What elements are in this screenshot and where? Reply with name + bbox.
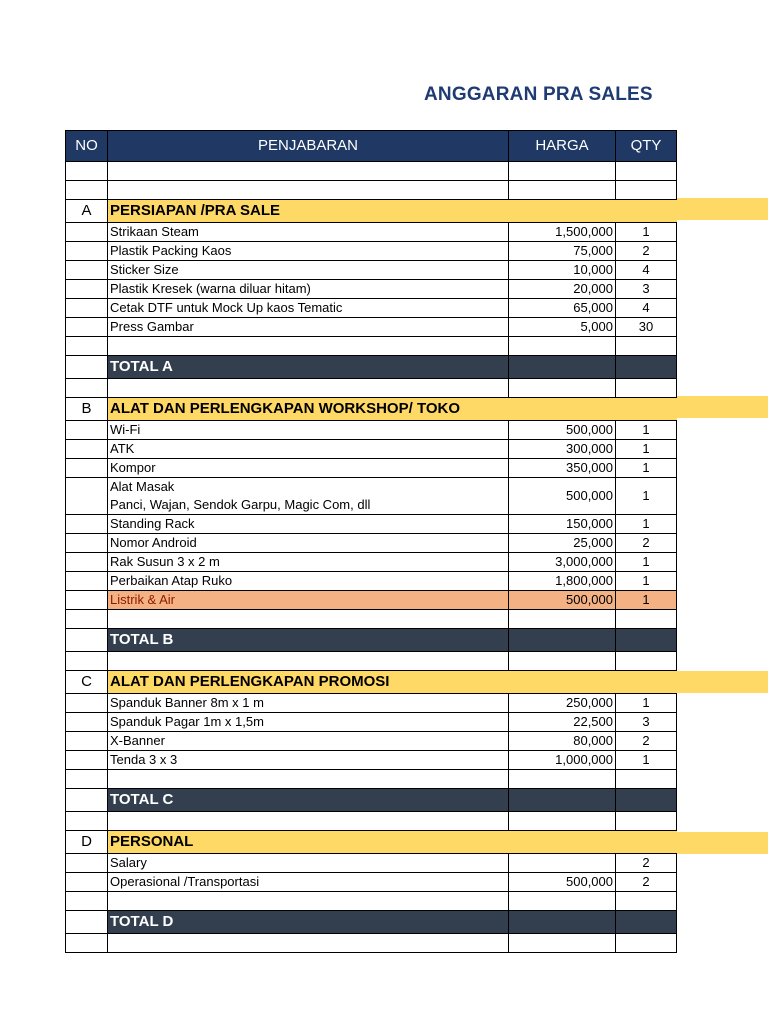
empty-row (66, 379, 677, 398)
table-row (66, 553, 677, 572)
item-harga: 300,000 (509, 440, 616, 459)
table-row (66, 421, 677, 440)
item-harga: 150,000 (509, 515, 616, 534)
item-harga: 20,000 (509, 280, 616, 299)
empty-row (66, 181, 677, 200)
item-desc: Operasional /Transportasi (108, 873, 509, 892)
item-harga: 25,000 (509, 534, 616, 553)
item-desc: Sticker Size (108, 261, 509, 280)
section-title: ALAT DAN PERLENGKAPAN WORKSHOP/ TOKO (108, 398, 509, 421)
item-qty: 2 (616, 242, 677, 261)
empty-row (66, 162, 677, 181)
table-row (66, 732, 677, 751)
table-row (66, 440, 677, 459)
item-harga: 1,500,000 (509, 223, 616, 242)
item-qty: 1 (616, 572, 677, 591)
total-label: TOTAL B (108, 629, 509, 652)
item-desc-line2: Panci, Wajan, Sendok Garpu, Magic Com, dll (110, 497, 371, 512)
item-desc: Nomor Android (108, 534, 509, 553)
section-letter: A (66, 200, 108, 223)
item-harga: 250,000 (509, 694, 616, 713)
item-qty: 1 (616, 751, 677, 770)
section-letter: B (66, 398, 108, 421)
table-row (66, 318, 677, 337)
section-band-d (676, 832, 768, 854)
item-harga: 75,000 (509, 242, 616, 261)
item-harga: 1,000,000 (509, 751, 616, 770)
item-qty: 1 (616, 440, 677, 459)
total-label: TOTAL C (108, 789, 509, 812)
item-qty: 3 (616, 713, 677, 732)
item-harga: 5,000 (509, 318, 616, 337)
item-harga: 500,000 (509, 421, 616, 440)
item-harga: 1,800,000 (509, 572, 616, 591)
item-desc: Strikaan Steam (108, 223, 509, 242)
item-desc: Standing Rack (108, 515, 509, 534)
table-row (66, 572, 677, 591)
item-desc: X-Banner (108, 732, 509, 751)
item-harga (509, 854, 616, 873)
item-qty: 30 (616, 318, 677, 337)
item-qty: 2 (616, 732, 677, 751)
total-row-d (66, 911, 677, 934)
section-row-c (66, 671, 677, 694)
table-row (66, 751, 677, 770)
item-qty: 1 (616, 421, 677, 440)
item-qty: 4 (616, 299, 677, 318)
total-label: TOTAL D (108, 911, 509, 934)
item-desc: Tenda 3 x 3 (108, 751, 509, 770)
section-row-a (66, 200, 677, 223)
section-title: PERSIAPAN /PRA SALE (108, 200, 509, 223)
item-desc: Rak Susun 3 x 2 m (108, 553, 509, 572)
item-qty: 1 (616, 223, 677, 242)
total-row-a (66, 356, 677, 379)
item-harga: 10,000 (509, 261, 616, 280)
table-row (66, 873, 677, 892)
table-row (66, 478, 677, 515)
item-harga: 3,000,000 (509, 553, 616, 572)
item-harga: 80,000 (509, 732, 616, 751)
table-row (66, 223, 677, 242)
section-band-b (676, 396, 768, 418)
table-row (66, 515, 677, 534)
item-desc: Spanduk Pagar 1m x 1,5m (108, 713, 509, 732)
item-desc: Cetak DTF untuk Mock Up kaos Tematic (108, 299, 509, 318)
empty-row (66, 934, 677, 953)
total-label: TOTAL A (108, 356, 509, 379)
item-desc (108, 478, 509, 515)
page-title: ANGGARAN PRA SALES (424, 84, 653, 105)
empty-row (66, 812, 677, 831)
item-qty: 2 (616, 854, 677, 873)
item-qty: 2 (616, 873, 677, 892)
table-row (66, 299, 677, 318)
empty-row (66, 610, 677, 629)
empty-row (66, 652, 677, 671)
table-row-highlighted (66, 591, 677, 610)
item-desc: Spanduk Banner 8m x 1 m (108, 694, 509, 713)
empty-row (66, 337, 677, 356)
table-header-row (66, 131, 677, 162)
header-qty: QTY (616, 131, 677, 162)
section-letter: C (66, 671, 108, 694)
table-row (66, 242, 677, 261)
item-desc: Plastik Kresek (warna diluar hitam) (108, 280, 509, 299)
item-qty: 1 (616, 591, 677, 610)
item-desc: ATK (108, 440, 509, 459)
item-qty: 1 (616, 515, 677, 534)
item-desc: Perbaikan Atap Ruko (108, 572, 509, 591)
item-desc: Listrik & Air (108, 591, 509, 610)
item-qty: 2 (616, 534, 677, 553)
item-qty: 4 (616, 261, 677, 280)
table-row (66, 280, 677, 299)
header-no: NO (66, 131, 108, 162)
empty-row (66, 770, 677, 789)
item-desc-line1: Alat Masak (110, 479, 175, 494)
item-desc: Salary (108, 854, 509, 873)
table-row (66, 534, 677, 553)
budget-table (65, 130, 677, 953)
empty-row (66, 892, 677, 911)
total-row-b (66, 629, 677, 652)
header-penjabaran: PENJABARAN (108, 131, 509, 162)
item-harga: 350,000 (509, 459, 616, 478)
item-harga: 500,000 (509, 591, 616, 610)
item-qty: 1 (616, 478, 677, 515)
item-qty: 1 (616, 694, 677, 713)
section-title: PERSONAL (108, 831, 509, 854)
item-harga: 500,000 (509, 478, 616, 515)
item-desc: Kompor (108, 459, 509, 478)
table-row (66, 459, 677, 478)
item-desc: Plastik Packing Kaos (108, 242, 509, 261)
section-band-c (676, 671, 768, 693)
item-qty: 1 (616, 553, 677, 572)
section-band-a (676, 198, 768, 220)
item-harga: 65,000 (509, 299, 616, 318)
table-row (66, 854, 677, 873)
section-letter: D (66, 831, 108, 854)
item-harga: 500,000 (509, 873, 616, 892)
item-desc: Wi-Fi (108, 421, 509, 440)
item-harga: 22,500 (509, 713, 616, 732)
item-qty: 1 (616, 459, 677, 478)
section-row-d (66, 831, 677, 854)
total-row-c (66, 789, 677, 812)
table-row (66, 713, 677, 732)
item-desc: Press Gambar (108, 318, 509, 337)
section-title: ALAT DAN PERLENGKAPAN PROMOSI (108, 671, 509, 694)
item-qty: 3 (616, 280, 677, 299)
header-harga: HARGA (509, 131, 616, 162)
table-row (66, 261, 677, 280)
section-row-b (66, 398, 677, 421)
table-row (66, 694, 677, 713)
